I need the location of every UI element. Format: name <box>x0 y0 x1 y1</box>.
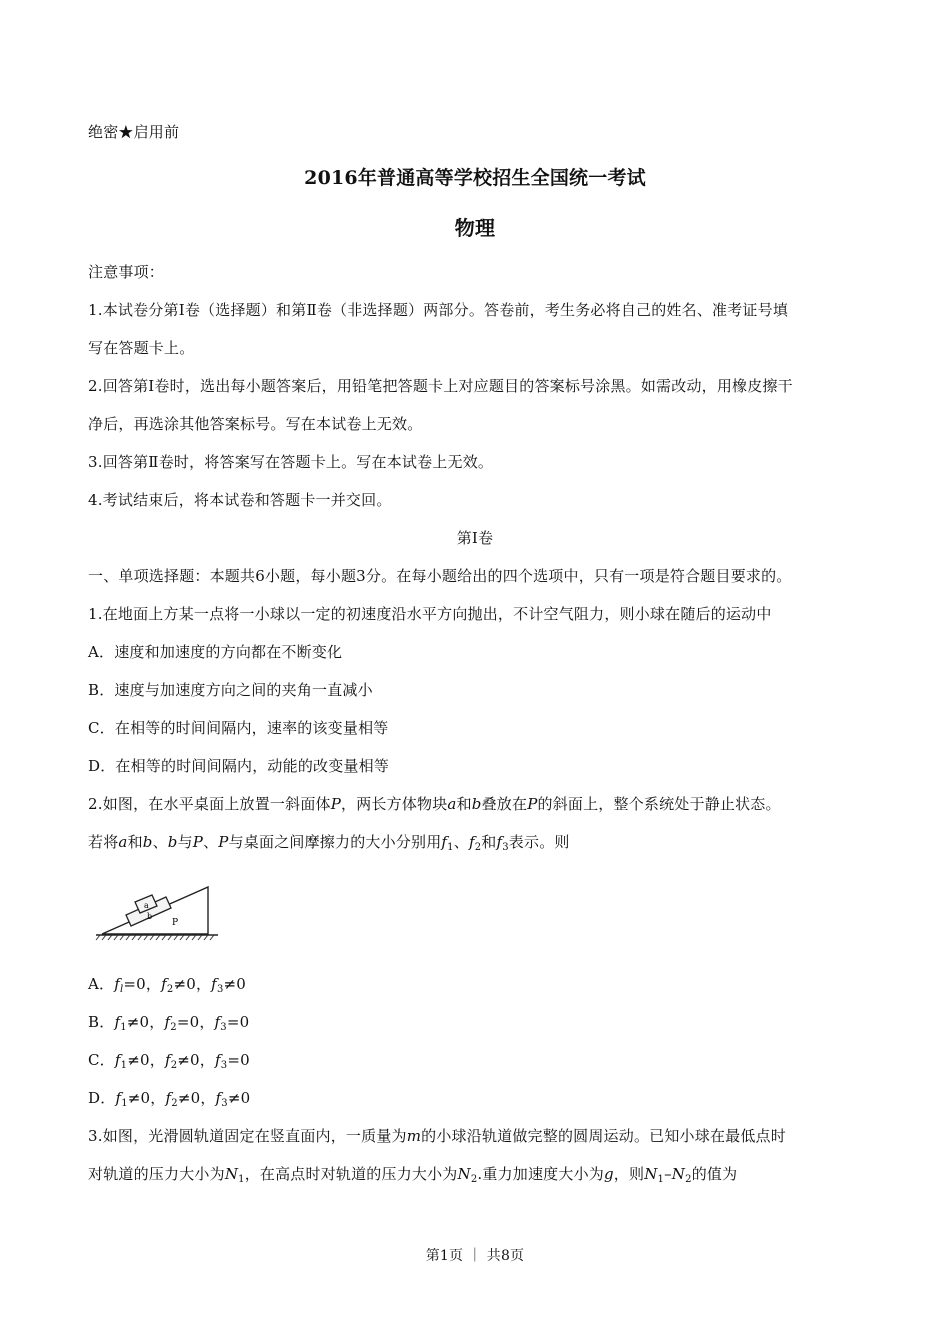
notice-line: 2.回答第Ⅰ卷时，选出每小题答案后，用铅笔把答题卡上对应题目的答案标号涂黑。如需改动，用橡皮擦干 <box>88 377 793 395</box>
q1-option-c: C．在相等的时间间隔内，速率的该变量相等 <box>88 719 389 737</box>
label-a: a <box>144 901 149 910</box>
q1-option-b: B．速度与加速度方向之间的夹角一直减小 <box>88 681 373 699</box>
notice-heading: 注意事项： <box>88 263 165 281</box>
section-title: 第Ⅰ卷 <box>456 529 494 547</box>
incline-figure <box>92 870 222 942</box>
q1-stem: 1.在地面上方某一点将一小球以一定的初速度沿水平方向抛出，不计空气阻力，则小球在随后的运动中 <box>88 605 772 623</box>
q1-option-a: A．速度和加速度的方向都在不断变化 <box>88 643 343 661</box>
section-instruction: 一、单项选择题：本题共6小题，每小题3分。在每小题给出的四个选项中，只有一项是符合题目要求的。 <box>88 567 792 585</box>
notice-line: 3.回答第Ⅱ卷时，将答案写在答题卡上。写在本试卷上无效。 <box>88 453 494 471</box>
confidential-label: 绝密★启用前 <box>88 123 180 141</box>
exam-title: 2016年普通高等学校招生全国统一考试 <box>304 167 646 189</box>
notice-line: 写在答题卡上。 <box>88 339 195 357</box>
q3-stem-line2: 对轨道的压力大小为$N_1$，在高点时对轨道的压力大小为$N_2$.重力加速度大小为g，则$N_1-N_2$的值为 <box>88 1165 738 1185</box>
q1-option-d: D．在相等的时间间隔内，动能的改变量相等 <box>88 757 390 775</box>
notice-line: 1.本试卷分第Ⅰ卷（选择题）和第Ⅱ卷（非选择题）两部分。答卷前，考生务必将自己的姓名、准考证号填 <box>88 301 789 319</box>
notice-line: 4.考试结束后，将本试卷和答题卡一并交回。 <box>88 491 392 509</box>
q2-stem-line1: 2.如图，在水平桌面上放置一斜面体P，两长方体物块a和b叠放在P的斜面上，整个系统处于静止状态。 <box>88 795 781 813</box>
label-P: P <box>172 918 179 928</box>
q2-option-b: B．$f_1\ne 0$，$f_2=0$，$f_3=0$ <box>88 1013 250 1033</box>
notice-line: 净后，再选涂其他答案标号。写在本试卷上无效。 <box>88 415 423 433</box>
page-footer: 第1页 ｜ 共8页 <box>425 1248 525 1264</box>
q2-option-a: A．$f_l=0$，$f_2\ne 0$，$f_3\ne 0$ <box>88 975 247 995</box>
q3-stem-line1: 3.如图，光滑圆轨道固定在竖直面内，一质量为m的小球沿轨道做完整的圆周运动。已知小球在最低点时 <box>88 1127 786 1145</box>
q2-option-c: C．$f_1\ne 0$，$f_2\ne 0$，$f_3=0$ <box>88 1051 250 1071</box>
q2-option-d: D．$f_1\ne 0$，$f_2\ne 0$，$f_3\ne 0$ <box>88 1089 251 1109</box>
exam-subject: 物理 <box>454 216 496 240</box>
label-b: b <box>147 912 153 921</box>
q2-stem-line2: 若将a和b、b与P、P与桌面之间摩擦力的大小分别用$f_1$、$f_2$和$f_3$表示。则 <box>88 833 570 853</box>
